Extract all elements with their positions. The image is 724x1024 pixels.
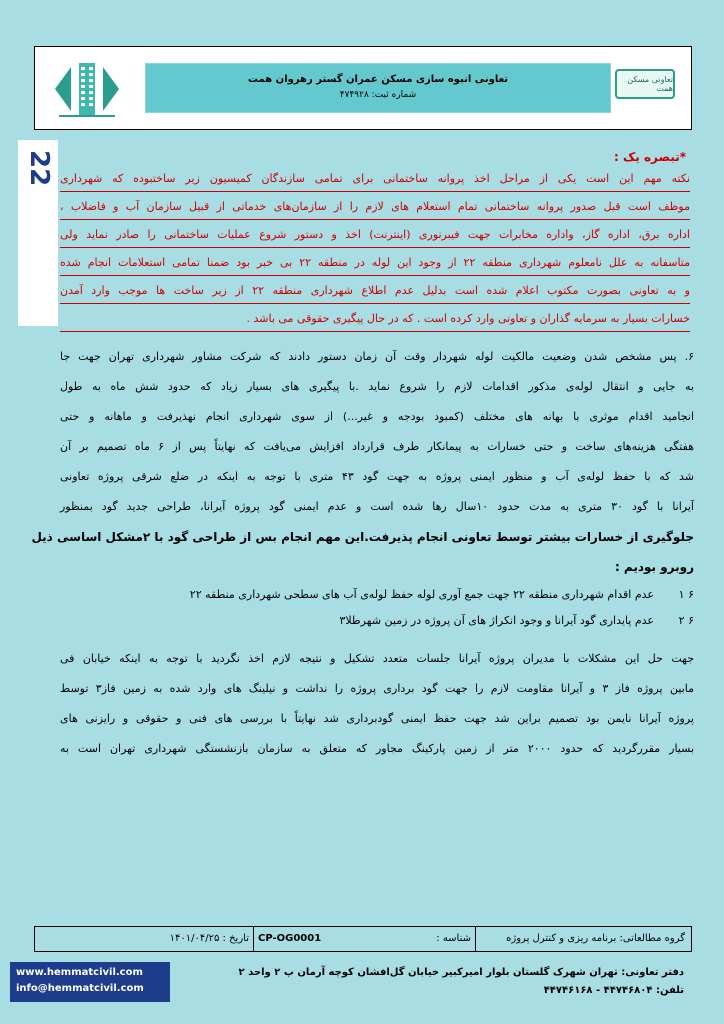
company-logo: [615, 69, 675, 99]
footer-spacer: [35, 927, 183, 951]
paragraph-line: بسیار مقررگردید که حدود ۲۰۰۰ متر از زمین پارکینگ مجاور که متعلق به سازمان بازنشستگی شهرداری تهران است به: [60, 742, 695, 755]
contact-footer: [0, 954, 724, 1024]
note-line: و به تعاونی بصورت مکتوب اعلام شده است بدلیل عدم اطلاع شهرداری منطقه ۲۲ از زیر ساخت ها موجب وارد آمدن: [60, 280, 690, 304]
office-address: [239, 964, 684, 1000]
email-link[interactable]: info@hemmatcivil.com: [16, 983, 144, 994]
problem-list: [60, 582, 694, 634]
note-paragraph: [60, 168, 694, 332]
resolution-paragraph: [60, 644, 694, 764]
list-item-number: ۶ ۱: [678, 588, 694, 601]
header-title-band: [145, 63, 611, 113]
date: تاریخ : ۱۴۰۱/۰۴/۲۵: [169, 933, 249, 944]
building-logo-icon: [49, 59, 125, 119]
note-line: نکته مهم این است یکی از مراحل اخذ پروانه ساختمانی برای تمامی سازندگان کمیسیون زیر ساختبوده که شهرداری: [60, 168, 690, 192]
paragraph-line: به جایی و انتقال لوله‌ی مذکور اقدامات لازم را شروع نماید .با پیگیری های بسیار زیاد که حدود شش ماه به طول: [60, 380, 694, 393]
note-title: *تبصره یک :: [614, 150, 686, 164]
phone-text: تلفن: ۴۴۷۴۶۸۰۴ - ۴۴۷۴۶۱۶۸: [543, 985, 684, 996]
study-group: گروه مطالعاتی: برنامه ریزی و کنترل پروژه: [475, 927, 691, 951]
list-item-text: عدم اقدام شهرداری منطقه ۲۲ جهت جمع آوری لوله حفظ لوله‌ی آب های سطحی شهرداری منطقه ۲۲: [189, 588, 654, 601]
paragraph-line: آیرانا با گود ۳۰ متری به مدت حدود ۱۰سال رها شده است و عدم ایمنی گود پروژه آیرانا، طراحی جدید گود بمنظور: [60, 500, 694, 513]
header-title: تعاونی انبوه سازی مسکن عمران گستر رهروان همت: [247, 74, 509, 85]
page-number: 22: [24, 150, 54, 187]
paragraph-line: پروژه آیرانا نایمن بود تصمیم براین شد جهت حفظ ایمنی گودبرداری شد نهایتاً با بررسی های فنی و حقوقی و رایزنی های: [60, 712, 694, 725]
list-item-text: عدم پایداری گود آیرانا و وجود انکراژ های آن پروژه در زمین شهرطلا۳: [339, 614, 654, 627]
paragraph-line: هفتگی هزینه‌های ساخت و حتی خسارات به پیمانکار طرف قرارداد افزایش می‌یافت که نهایتاً پس از ۶ ماه تصمیم بر آن: [60, 440, 694, 453]
address-text: دفتر تعاونی: تهران شهرک گلستان بلوار امیرکبیر خیابان گل‌افشان کوچه آرمان پ ۲ واحد ۲: [238, 967, 684, 978]
paragraph-line: جهت حل این مشکلات با مدیران پروژه آیرانا جلسات متعدد تشکیل و نتیجه لازم اخذ نگردید با توجه به اینکه خیابان فی: [60, 652, 694, 665]
paragraph-line: شد که با حفظ لوله‌ی آب و منظور ایمنی پروژه به جهت گود ۴۳ متری با توجه به اینکه در ضلع شرقی پروژه تعاونی: [60, 470, 695, 483]
section-6-paragraph: [31, 342, 695, 582]
note-line: موظف است قبل صدور پروانه ساختمانی تمام استعلام های لازم را از سازمان‌های خدماتی از قبیل سازمان آب و فاضلاب ،: [60, 196, 690, 220]
paragraph-line: انجامید اقدام موثری با بهانه های مختلف (کمبود بودجه و غیر...) از سوی شهرداری انجام نهذیرفت و ماهانه و حتی: [60, 410, 694, 423]
footer-info-table: [34, 926, 692, 952]
paragraph-line: روبرو بودیم :: [614, 560, 694, 574]
paragraph-line: مابین پروژه فاز ۳ و آیرانا مقاومت لازم را جهت گود برداری پروژه را نداشت و نیلینگ های وارد شده به زمین فاز۳ توسط: [60, 682, 695, 695]
registration-number: شماره ثبت: ۴۷۴۹۲۸: [339, 90, 417, 100]
list-item-number: ۶ ۲: [678, 614, 694, 627]
note-line: خسارات بسیار به سرمایه گذاران و تعاونی وارد کرده است . که در حال پیگیری حقوقی می باشد .: [60, 308, 690, 332]
id-value: CP-OG0001: [253, 927, 379, 951]
paragraph-line: ۶. پس مشخص شدن وضعیت مالکیت لوله شهردار وقت آن زمان دستور دادند که شرکت مشاور شهرداری تهران جهت جا: [60, 350, 694, 363]
list-item: [60, 608, 694, 634]
paragraph-line: جلوگیری از خسارات بیشتر توسط تعاونی انجام پذیرفت.این مهم انجام بس از طراحی گود با ۲مشکل اساسی ذیل: [31, 530, 694, 544]
note-line: متاسفانه به علل نامعلوم شهرداری منطقه ۲۲ از وجود این لوله در منطقه ۲۲ بی خبر بود ضمنا تمامی استعلامات انجام شده: [60, 252, 690, 276]
website-link[interactable]: www.hemmatcivil.com: [16, 967, 143, 978]
note-line: اداره برق، اداره گاز، واداره مخابرات جهت فیبرنوری (اینترنت) اخذ و دستور شروع عملیات ساختمانی را صادر نماید ولی: [60, 224, 690, 248]
list-item: [60, 582, 694, 608]
page-number-block: [18, 140, 58, 326]
id-label: شناسه :: [436, 933, 471, 944]
web-contact-box: [10, 962, 170, 1002]
document-header: [34, 46, 692, 130]
company-logo-text: تعاونی مسکن همت: [627, 75, 673, 93]
